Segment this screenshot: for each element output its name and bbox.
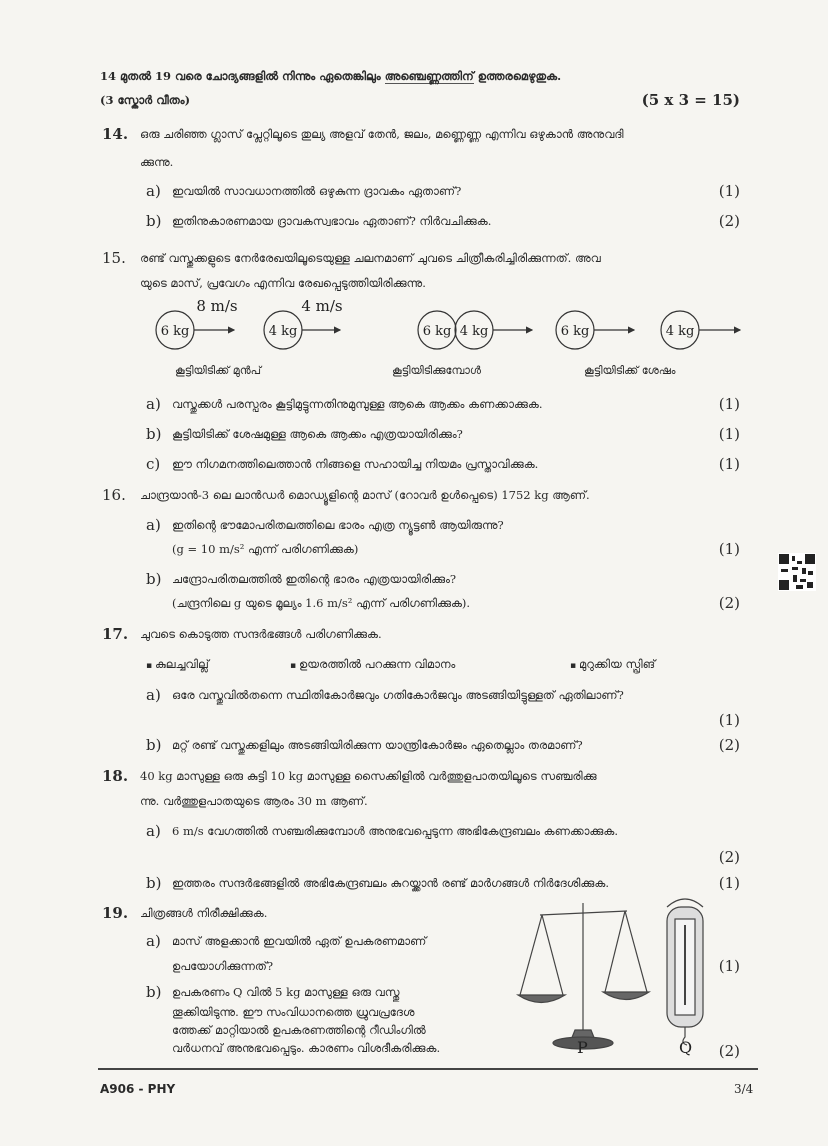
question-text: ചാന്ദ്രയാൻ-3 ലെ ലാൻഡർ മൊഡ്യൂളിന്റെ മാസ് (റോവർ ഉൾപ്പെടെ) 1752 kg ആണ്.	[140, 488, 590, 502]
sub-question: വസ്തുക്കൾ പരസ്പരം കൂട്ടിമുട്ടുന്നതിനുമുമ്പുള്ള ആകെ ആക്കം കണക്കാക്കുക.	[172, 397, 543, 411]
sub-label: b)	[146, 212, 162, 230]
sub-question: ഉപയോഗിക്കുന്നത്?	[172, 959, 274, 973]
sub-question: ഇതിനുകാരണമായ ദ്രാവകസ്വഭാവം ഏതാണ്? നിർവചിക്കുക.	[172, 214, 492, 228]
sub-question: ഇത്തരം സന്ദർഭങ്ങളിൽ അഭികേന്ദ്രബലം കുറയ്ക്കാൻ രണ്ട് മാർഗങ്ങൾ നിർദേശിക്കുക.	[172, 876, 610, 890]
sub-label: b)	[146, 570, 162, 588]
instruction-text: 14 മുതൽ 19 വരെ ചോദ്യങ്ങളിൽ നിന്നും ഏതെങ്കിലും	[100, 69, 385, 83]
sub-question: (g = 10 m/s² എന്ന് പരിഗണിക്കുക)	[172, 542, 359, 556]
sub-label: a)	[146, 395, 161, 413]
sub-question: ഒരേ വസ്തുവിൽതന്നെ സ്ഥിതികോർജവും ഗതികോർജവും അടങ്ങിയിട്ടുള്ളത് ഏതിലാണ്?	[172, 688, 624, 702]
mark: (1)	[718, 182, 740, 200]
mark: (1)	[718, 425, 740, 443]
mark: (1)	[718, 395, 740, 413]
question-number: 15.	[102, 249, 126, 267]
footer-rule	[98, 1068, 758, 1070]
collision-diagram	[0, 295, 828, 355]
instruction-underlined: അഞ്ചെണ്ണത്തിന്	[384, 69, 474, 83]
beam-balance-icon	[518, 903, 649, 1049]
sub-question: തൂക്കിയിടുന്നു. ഈ സംവിധാനത്തെ ധ്രുവപ്രദേശ	[172, 1005, 415, 1019]
caption-during: കൂട്ടിയിടിക്കുമ്പോൾ	[392, 364, 481, 377]
question-text: ന്നു. വർത്തുളപാതയുടെ ആരം 30 m ആണ്.	[140, 794, 368, 808]
velocity-label: 8 m/s	[196, 297, 238, 315]
sub-question: ഇതിന്റെ ഭൗമോപരിതലത്തിലെ ഭാരം എത്ര ന്യൂട്ടൺ ആയിരുന്നു?	[172, 518, 504, 532]
sub-label: a)	[146, 932, 161, 950]
sub-question: മാസ് അളക്കാൻ ഇവയിൽ ഏത് ഉപകരണമാണ്	[172, 934, 427, 948]
mark: (2)	[718, 594, 740, 612]
question-text: രണ്ട് വസ്തുക്കളുടെ നേർരേഖയിലൂടെയുള്ള ചലനമാണ് ചുവടെ ചിത്രീകരിച്ചിരിക്കുന്നത്. അവ	[140, 251, 601, 265]
mass-label: 6 kg	[422, 324, 452, 339]
question-text: ഒരു ചരിഞ്ഞ ഗ്ലാസ് പ്ലേറ്റിലൂടെ തുല്യ അളവ് തേൻ, ജലം, മണ്ണെണ്ണ എന്നിവ ഒഴുകാൻ അനുവദി	[140, 127, 624, 141]
bullet-item: ▪ ഉയരത്തിൽ പറക്കുന്ന വിമാനം	[290, 656, 455, 674]
mass-label: 4 kg	[459, 324, 489, 339]
question-text: 40 kg മാസുള്ള ഒരു കുട്ടി 10 kg മാസുള്ള സൈക്കിളിൽ വർത്തുളപാതയിലൂടെ സഞ്ചരിക്കു	[140, 769, 597, 783]
label-q: Q	[679, 1038, 693, 1057]
mark: (1)	[718, 874, 740, 892]
total-score: (5 x 3 = 15)	[641, 91, 740, 109]
mark: (1)	[718, 540, 740, 558]
qr-code	[778, 553, 816, 591]
sub-question: ഈ നിഗമനത്തിലെത്താൻ നിങ്ങളെ സഹായിച്ച നിയമം പ്രസ്താവിക്കുക.	[172, 457, 539, 471]
sub-label: a)	[146, 516, 161, 534]
velocity-label: 4 m/s	[301, 297, 343, 315]
sub-label: b)	[146, 736, 162, 754]
instruction-line	[100, 68, 561, 84]
paper-code: A906 - PHY	[100, 1082, 176, 1096]
caption-before: കൂട്ടിയിടിക്ക് മുൻപ്	[175, 364, 262, 377]
sub-question: 6 m/s വേഗത്തിൽ സഞ്ചരിക്കുമ്പോൾ അനുഭവപ്പെടുന്ന അഭികേന്ദ്രബലം കണക്കാക്കുക.	[172, 824, 619, 838]
mark: (2)	[718, 848, 740, 866]
sub-label: a)	[146, 822, 161, 840]
sub-label: a)	[146, 686, 161, 704]
question-number: 14.	[102, 125, 129, 143]
caption-after: കൂട്ടിയിടിക്ക് ശേഷം	[584, 364, 676, 377]
mass-label: 6 kg	[560, 324, 590, 339]
mark: (2)	[718, 1042, 740, 1060]
sub-label: b)	[146, 983, 162, 1001]
mark: (1)	[718, 711, 740, 729]
sub-label: b)	[146, 425, 162, 443]
mark: (2)	[718, 212, 740, 230]
mass-label: 6 kg	[160, 324, 190, 339]
sub-label: c)	[146, 455, 161, 473]
question-text: ക്കുന്നു.	[140, 155, 174, 169]
sub-label: b)	[146, 874, 162, 892]
question-text: യുടെ മാസ്, പ്രവേഗം എന്നിവ രേഖപ്പെടുത്തിയിരിക്കുന്നു.	[140, 276, 426, 290]
sub-question: (ചന്ദ്രനിലെ g യുടെ മൂല്യം 1.6 m/s² എന്ന് പരിഗണിക്കുക).	[172, 596, 471, 610]
question-number: 19.	[102, 904, 129, 922]
sub-question: കൂട്ടിയിടിക്ക് ശേഷമുള്ള ആകെ ആക്കം എത്രയായിരിക്കും?	[172, 427, 463, 441]
instruction-text-end: ഉത്തരമെഴുതുക.	[473, 69, 562, 83]
mass-label: 4 kg	[665, 324, 695, 339]
spring-balance-icon	[667, 899, 703, 1045]
score-each: (3 സ്കോർ വീതം)	[100, 93, 191, 107]
sub-question: ഇവയിൽ സാവധാനത്തിൽ ഒഴുകുന്ന ദ്രാവകം ഏതാണ്?	[172, 184, 462, 198]
question-number: 17.	[102, 625, 129, 643]
question-text: ചുവടെ കൊടുത്ത സന്ദർഭങ്ങൾ പരിഗണിക്കുക.	[140, 627, 382, 641]
page-number: 3/4	[734, 1082, 754, 1096]
instruments-figure	[515, 895, 715, 1060]
mark: (1)	[718, 957, 740, 975]
label-p: P	[577, 1038, 588, 1057]
sub-question: ഉപകരണം Q വിൽ 5 kg മാസുള്ള ഒരു വസ്തു	[172, 985, 400, 999]
sub-question: വർധനവ് അനുഭവപ്പെടും. കാരണം വിശദീകരിക്കുക.	[172, 1041, 441, 1055]
question-text: ചിത്രങ്ങൾ നിരീക്ഷിക്കുക.	[140, 906, 268, 920]
question-number: 18.	[102, 767, 129, 785]
mass-label: 4 kg	[268, 324, 298, 339]
sub-question: ചന്ദ്രോപരിതലത്തിൽ ഇതിന്റെ ഭാരം എത്രയായിരിക്കും?	[172, 572, 457, 586]
mark: (2)	[718, 736, 740, 754]
sub-question: ത്തേക്ക് മാറ്റിയാൽ ഉപകരണത്തിന്റെ റീഡിംഗിൽ	[172, 1023, 426, 1037]
bullet-item: ▪ മുറുക്കിയ സ്പ്രിങ്	[570, 656, 655, 674]
question-number: 16.	[102, 486, 126, 504]
sub-label: a)	[146, 182, 161, 200]
bullet-item: ▪ കുലച്ചവില്ല്	[146, 656, 209, 674]
mark: (1)	[718, 455, 740, 473]
sub-question: മറ്റ് രണ്ട് വസ്തുക്കളിലും അടങ്ങിയിരിക്കുന്ന യാന്ത്രികോർജം ഏതെല്ലാം തരമാണ്?	[172, 738, 583, 752]
